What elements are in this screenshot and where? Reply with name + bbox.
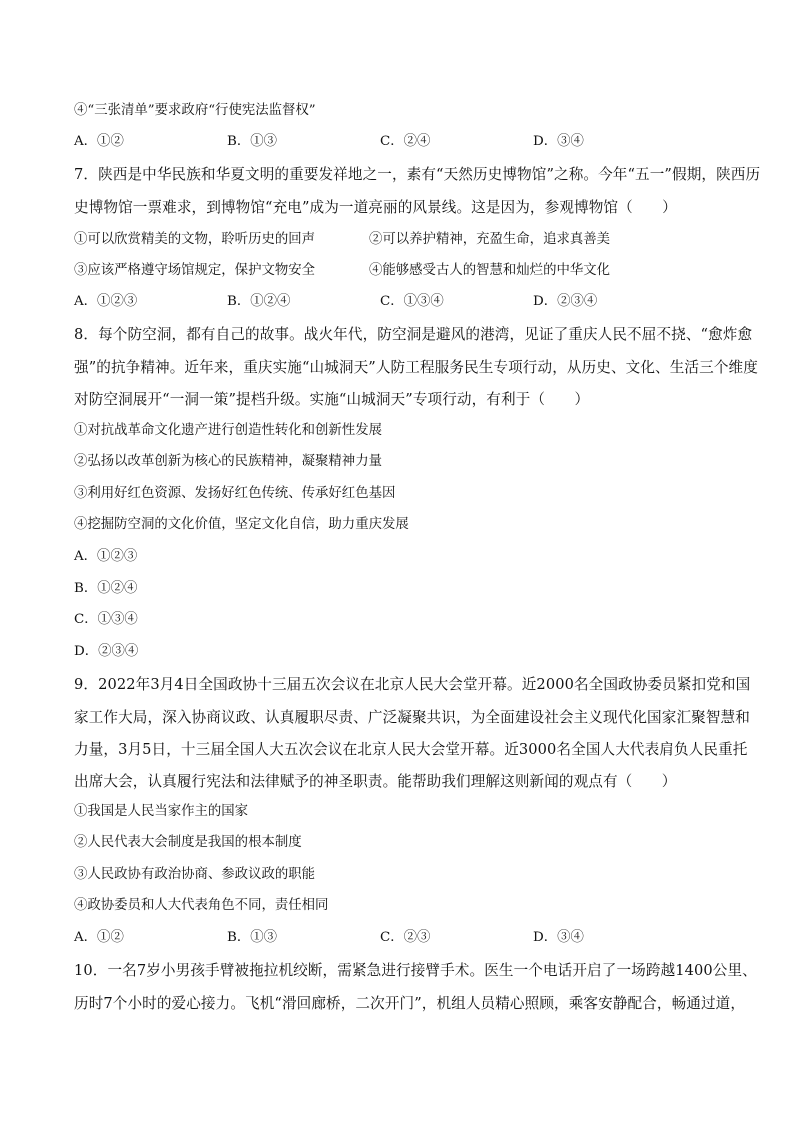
q6-statement-4: ④“三张清单”要求政府“行使宪法监督权” (74, 103, 316, 118)
q9-statement-4: ④政协委员和人大代表角色不同，责任相同 (74, 898, 329, 913)
q9-statement-2: ②人民代表大会制度是我国的根本制度 (74, 835, 302, 850)
q8-stem-line-3: 对防空洞展开“一洞一策”提档升级。实施“山城洞天”专项行动，有利于（ ） (74, 391, 590, 408)
q7-stem-line-2: 史博物馆一票难求，到博物馆“充电”成为一道亮丽的风景线。这是因为，参观博物馆（ ） (74, 199, 677, 216)
q9-statement-1: ①我国是人民当家作主的国家 (74, 804, 249, 819)
q6-choice-c[interactable]: C．②④ (380, 134, 431, 149)
q7-statement-2: ②可以养护精神，充盈生命，追求真善美 (369, 232, 611, 247)
q9-choice-d[interactable]: D．③④ (533, 930, 584, 945)
q9-stem-line-3: 力量，3月5日，十三届全国人大五次会议在北京人民大会堂开幕。近3000名全国人大代表肩负人民重托 (74, 741, 748, 758)
q10-stem-line-1: 10．一名7岁小男孩手臂被拖拉机绞断，需紧急进行接臂手术。医生一个电话开启了一场跨越1400公里、 (74, 962, 757, 979)
q7-choice-c[interactable]: C．①③④ (380, 294, 444, 309)
q9-stem-line-4: 出席大会，认真履行宪法和法律赋予的神圣职责。能帮助我们理解这则新闻的观点有（ ） (74, 773, 677, 790)
q8-statement-1: ①对抗战革命文化遗产进行创造性转化和创新性发展 (74, 423, 382, 438)
q9-choice-c[interactable]: C．②③ (380, 930, 431, 945)
q7-statement-4: ④能够感受古人的智慧和灿烂的中华文化 (369, 263, 611, 278)
q10-stem-line-2: 历时7个小时的爱心接力。飞机“滑回廊桥，二次开门”，机组人员精心照顾，乘客安静配合，畅通过道， (74, 995, 746, 1012)
q9-stem-line-2: 家工作大局，深入协商议政、认真履职尽责、广泛凝聚共识，为全面建设社会主义现代化国家汇聚智慧和 (74, 709, 750, 726)
q9-choice-b[interactable]: B．①③ (227, 930, 278, 945)
q8-statement-4: ④挖掘防空洞的文化价值，坚定文化自信，助力重庆发展 (74, 517, 409, 532)
q8-stem-line-1: 8．每个防空洞，都有自己的故事。战火年代，防空洞是避风的港湾，见证了重庆人民不屈不挠、“愈炸愈 (74, 326, 753, 343)
q7-statement-3: ③应该严格遵守场馆规定，保护文物安全 (74, 263, 316, 278)
q7-choice-b[interactable]: B．①②④ (227, 294, 291, 309)
q8-choice-c[interactable]: C．①③④ (74, 612, 138, 627)
q8-choice-b[interactable]: B．①②④ (74, 581, 138, 596)
q9-stem-line-1: 9．2022年3月4日全国政协十三届五次会议在北京人民大会堂开幕。近2000名全国政协委员紧扣党和国 (74, 676, 751, 693)
q6-choice-d[interactable]: D．③④ (533, 134, 584, 149)
q7-stem-line-1: 7．陕西是中华民族和华夏文明的重要发祥地之一，素有“天然历史博物馆”之称。今年“五一”假期，陕西历 (74, 166, 761, 183)
q8-stem-line-2: 强”的抗争精神。近年来，重庆实施“山城洞天”人防工程服务民生专项行动，从历史、文化、生活三个维度 (74, 359, 758, 376)
q7-choice-d[interactable]: D．②③④ (533, 294, 598, 309)
q9-choice-a[interactable]: A．①② (74, 930, 124, 945)
q7-choice-a[interactable]: A．①②③ (74, 294, 138, 309)
q9-statement-3: ③人民政协有政治协商、参政议政的职能 (74, 867, 316, 882)
q7-statement-1: ①可以欣赏精美的文物，聆听历史的回声 (74, 232, 316, 247)
q8-choice-d[interactable]: D．②③④ (74, 644, 139, 659)
q8-statement-3: ③利用好红色资源、发扬好红色传统、传承好红色基因 (74, 486, 396, 501)
q8-statement-2: ②弘扬以改革创新为核心的民族精神，凝聚精神力量 (74, 454, 382, 469)
q8-choice-a[interactable]: A．①②③ (74, 549, 138, 564)
q6-choice-b[interactable]: B．①③ (227, 134, 278, 149)
q6-choice-a[interactable]: A．①② (74, 134, 124, 149)
